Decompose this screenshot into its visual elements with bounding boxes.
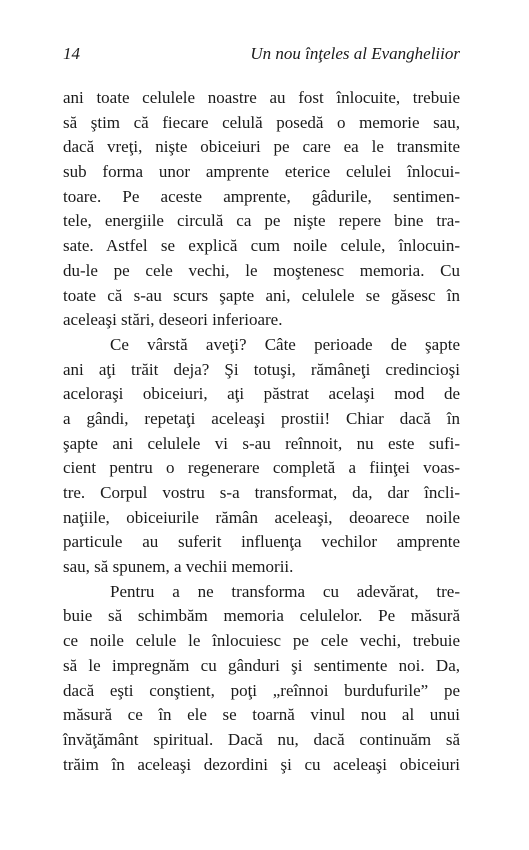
text-line: dacă eşti conştient, poţi „reînnoi burdufurile” pe (63, 680, 460, 700)
text-line: du-le pe cele vechi, le moştenesc memoria. Cu (63, 260, 460, 280)
text-line: măsură ce în ele se toarnă vinul nou al unui (63, 705, 460, 725)
text-line: Ce vârstă aveţi? Câte perioade de şapte (110, 334, 460, 354)
text-line: sub forma unor amprente eterice celulei înlocui- (63, 162, 460, 182)
running-head (63, 44, 460, 68)
text-line: ce noile celule le înlocuiesc pe cele vechi, trebuie (63, 631, 460, 651)
text-line: tele, energiile circulă ca pe nişte repere bine tra- (63, 211, 460, 231)
text-line: naţiile, obiceiurile rămân aceleaşi, deoarece noile (63, 507, 460, 527)
text-line: sate. Astfel se explică cum noile celule, înlocuin- (63, 236, 460, 256)
paragraph (63, 86, 460, 333)
body-text (63, 86, 460, 777)
text-line: particule au suferit influenţa vechilor amprente (63, 532, 460, 552)
text-line: învăţământ spiritual. Dacă nu, dacă continuăm să (63, 729, 460, 749)
text-line: ani toate celulele noastre au fost înlocuite, trebuie (63, 88, 460, 107)
text-line: trăim în aceleaşi dezordini şi cu aceleaşi obiceiuri (63, 754, 460, 774)
text-line: aceloraşi obiceiuri, aţi păstrat acelaşi mod de (63, 384, 460, 404)
paragraph (63, 333, 460, 580)
book-page (63, 44, 460, 777)
text-line: Pentru a ne transforma cu adevărat, tre- (110, 581, 460, 601)
text-line: sau, să spunem, a vechii memorii. (63, 557, 294, 577)
text-line: tre. Corpul vostru s-a transformat, da, dar încli- (63, 483, 460, 502)
text-line: şapte ani celulele vi s-au reînnoit, nu este sufi- (63, 433, 460, 453)
text-line: dacă vreţi, nişte obiceiuri pe care ea le transmite (63, 137, 460, 157)
page-number: 14 (63, 44, 80, 63)
text-line: buie să schimbăm memoria celulelor. Pe măsură (63, 606, 460, 626)
paragraph (63, 580, 460, 778)
text-line: să ştim că fiecare celulă posedă o memorie sau, (63, 112, 460, 132)
text-line: ani aţi trăit deja? Şi totuşi, rămâneţi credincioşi (63, 359, 460, 379)
text-line: toare. Pe aceste amprente, gâdurile, sentimen- (63, 186, 460, 206)
text-line: cient pentru o regenerare completă a fiinţei voas- (63, 458, 460, 478)
running-title: Un nou înţeles al Evangheliior (250, 44, 460, 63)
text-line: toate că s-au scurs şapte ani, celulele se găsesc în (63, 285, 460, 305)
text-line: aceleaşi stări, deseori inferioare. (63, 310, 283, 330)
text-line: să le impregnăm cu gânduri şi sentimente noi. Da, (63, 655, 460, 675)
text-line: a gândi, repetaţi aceleaşi prostii! Chiar dacă în (63, 408, 460, 428)
